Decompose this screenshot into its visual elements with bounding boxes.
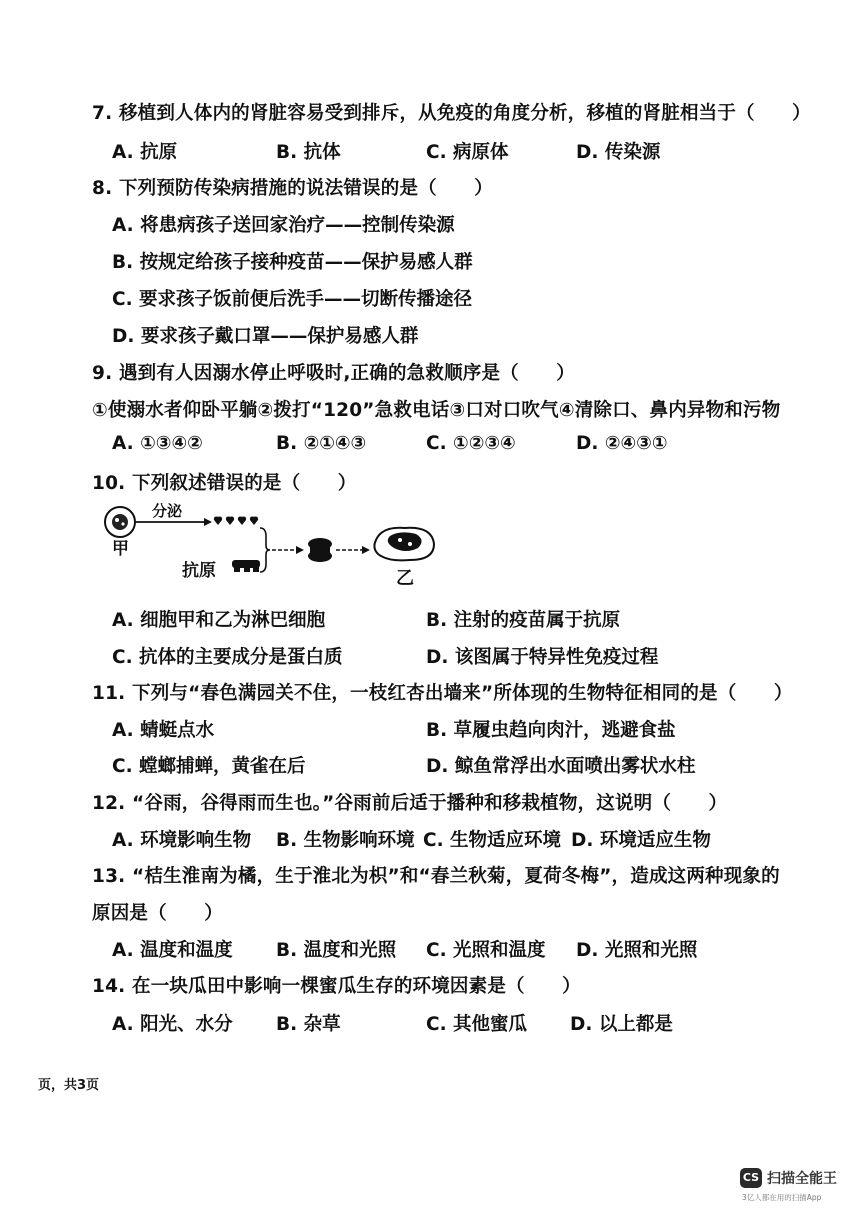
q10-option-b: B. 注射的疫苗属于抗原 xyxy=(426,610,621,631)
watermark-subtitle: 3亿人都在用的扫描App xyxy=(742,1193,822,1202)
scanner-watermark xyxy=(740,1166,850,1206)
q10-option-c: C. 抗体的主要成分是蛋白质 xyxy=(112,647,343,668)
q9-option-c: C. ①②③④ xyxy=(426,433,516,454)
q14-option-b: B. 杂草 xyxy=(276,1014,341,1035)
antigen-icon xyxy=(232,560,260,572)
question-7-stem: 7. 移植到人体内的肾脏容易受到排斥，从免疫的角度分析，移植的肾脏相当于（ ） xyxy=(92,103,811,124)
secrete-label: 分泌 xyxy=(152,502,183,520)
q13-option-b: B. 温度和光照 xyxy=(276,940,397,961)
q7-option-d: D. 传染源 xyxy=(576,142,661,163)
question-14-stem: 14. 在一块瓜田中影响一棵蜜瓜生存的环境因素是（ ） xyxy=(92,976,581,997)
cell-a-icon xyxy=(105,507,135,537)
question-13-stem: 13. “桔生淮南为橘，生于淮北为枳”和“春兰秋菊，夏荷冬梅”，造成这两种现象的 xyxy=(92,866,780,887)
q8-option-d: D. 要求孩子戴口罩——保护易感人群 xyxy=(112,326,419,347)
q10-option-d: D. 该图属于特异性免疫过程 xyxy=(426,647,659,668)
page-footer: 页，共3页 xyxy=(38,1078,100,1093)
q14-option-d: D. 以上都是 xyxy=(570,1014,673,1035)
cell-a-label: 甲 xyxy=(112,539,129,559)
question-9-stem: 9. 遇到有人因溺水停止呼吸时,正确的急救顺序是（ ） xyxy=(92,363,575,384)
q7-option-b: B. 抗体 xyxy=(276,142,341,163)
q13-option-d: D. 光照和光照 xyxy=(576,940,698,961)
cell-b-label: 乙 xyxy=(396,568,414,589)
q11-option-d: D. 鲸鱼常浮出水面喷出雾状水柱 xyxy=(426,756,696,777)
q8-option-c: C. 要求孩子饭前便后洗手——切断传播途径 xyxy=(112,289,473,310)
question-12-stem: 12. “谷雨，谷得雨而生也。”谷雨前后适于播种和移栽植物，这说明（ ） xyxy=(92,793,728,814)
q14-option-a: A. 阳光、水分 xyxy=(112,1014,233,1035)
q11-option-c: C. 螳螂捕蝉，黄雀在后 xyxy=(112,756,306,777)
cell-b-icon xyxy=(374,528,434,561)
q12-option-a: A. 环境影响生物 xyxy=(112,830,252,851)
immune-response-diagram xyxy=(100,500,460,592)
question-10-stem: 10. 下列叙述错误的是（ ） xyxy=(92,473,357,494)
question-8-stem: 8. 下列预防传染病措施的说法错误的是（ ） xyxy=(92,178,493,199)
q12-option-c: C. 生物适应环境 xyxy=(423,830,562,851)
q13-option-a: A. 温度和温度 xyxy=(112,940,233,961)
q9-option-d: D. ②④③① xyxy=(576,433,668,454)
q11-option-a: A. 蜻蜓点水 xyxy=(112,720,215,741)
q9-option-b: B. ②①④③ xyxy=(276,433,367,454)
question-13-stem-cont: 原因是（ ） xyxy=(92,903,223,924)
q12-option-d: D. 环境适应生物 xyxy=(571,830,711,851)
bracket xyxy=(260,528,270,572)
q8-option-a: A. 将患病孩子送回家治疗——控制传染源 xyxy=(112,215,455,236)
q7-option-a: A. 抗原 xyxy=(112,142,178,163)
antigen-antibody-complex-icon xyxy=(308,538,332,562)
q7-option-c: C. 病原体 xyxy=(426,142,509,163)
q8-option-b: B. 按规定给孩子接种疫苗——保护易感人群 xyxy=(112,252,473,273)
q9-steps: ①使溺水者仰卧平躺②拨打“120”急救电话③口对口吹气④清除口、鼻内异物和污物 xyxy=(92,400,781,421)
question-11-stem: 11. 下列与“春色满园关不住，一枝红杏出墙来”所体现的生物特征相同的是（ ） xyxy=(92,683,793,704)
q13-option-c: C. 光照和温度 xyxy=(426,940,546,961)
q14-option-c: C. 其他蜜瓜 xyxy=(426,1014,528,1035)
q11-option-b: B. 草履虫趋向肉汁，逃避食盐 xyxy=(426,720,676,741)
antibody-icons xyxy=(214,516,258,525)
antigen-label: 抗原 xyxy=(182,561,216,581)
q9-option-a: A. ①③④② xyxy=(112,433,203,454)
watermark-title: 扫描全能王 xyxy=(767,1171,837,1187)
q12-option-b: B. 生物影响环境 xyxy=(276,830,415,851)
camscanner-logo-icon: CS xyxy=(740,1168,762,1188)
q10-option-a: A. 细胞甲和乙为淋巴细胞 xyxy=(112,610,326,631)
